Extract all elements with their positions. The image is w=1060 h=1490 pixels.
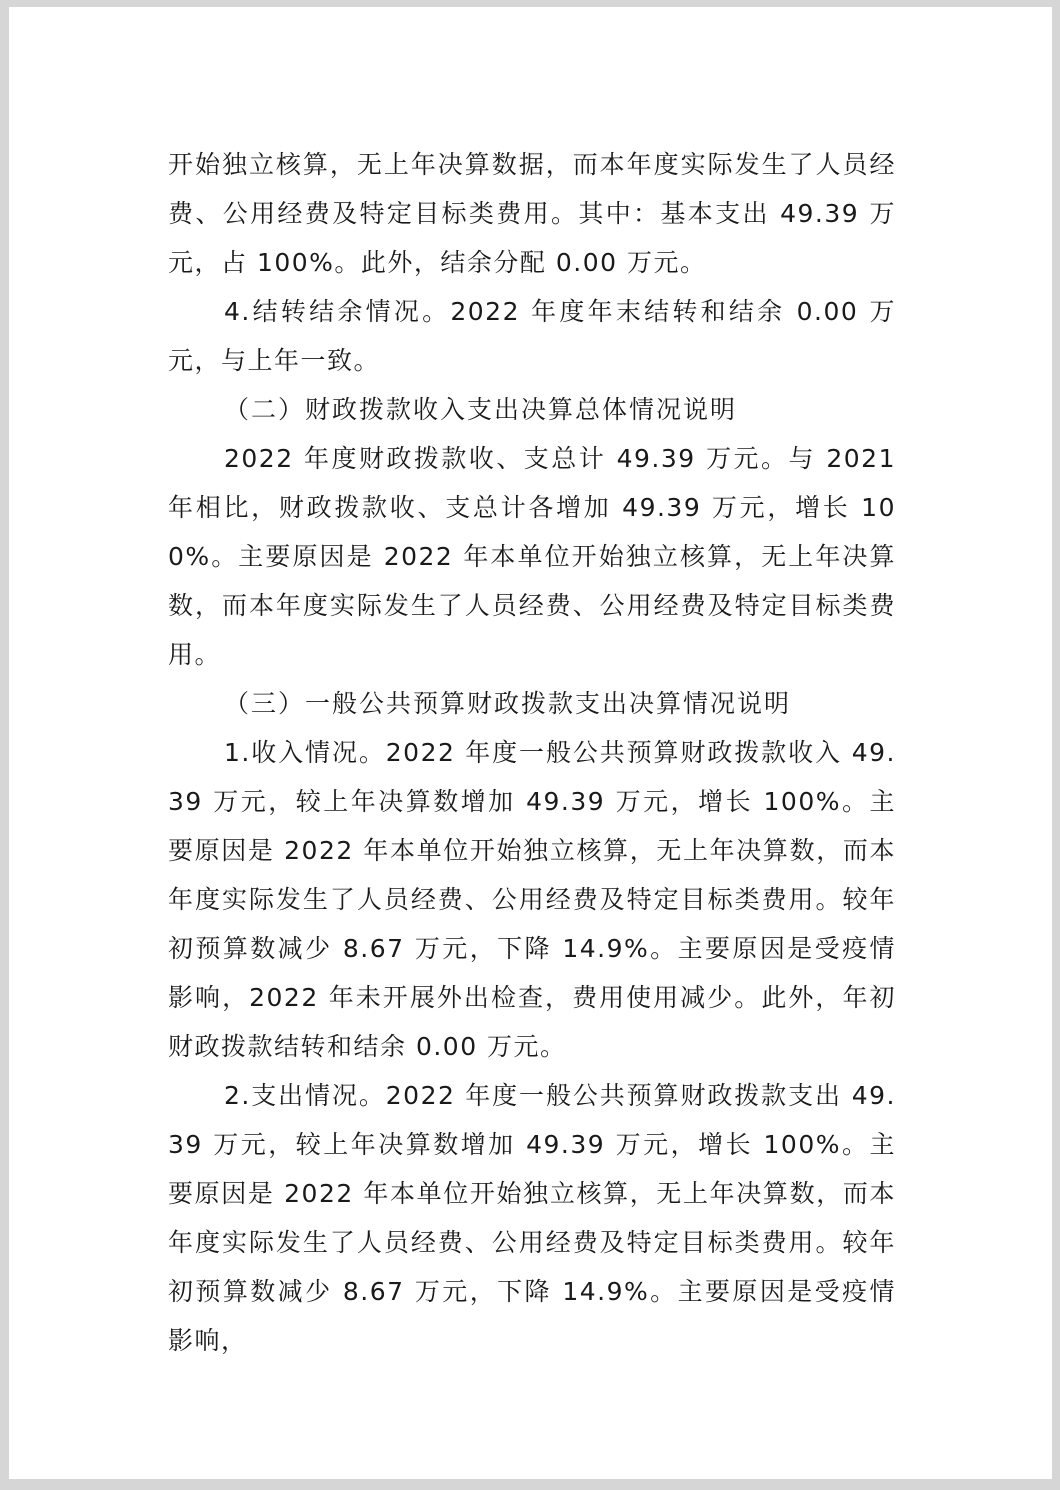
- section-heading-fiscal-overview: （二）财政拨款收入支出决算总体情况说明: [224, 395, 738, 424]
- paragraph-expenditure: 2.支出情况。2022 年度一般公共预算财政拨款支出 49.39 万元，较上年决算数增加 49.39 万元，增长 100%。主要原因是 2022 年本单位开始独立核算，无上年决算数，而本年度实际发生了人员经费、公用经费及特定目标类费用。较年初预算数减少 8.67 万元，下降 14.9%。主要原因是受疫情影响，: [168, 1081, 896, 1355]
- page-border-left: [0, 0, 9, 1490]
- page-border-top: [0, 0, 1060, 7]
- paragraph-income: 1.收入情况。2022 年度一般公共预算财政拨款收入 49.39 万元，较上年决算数增加 49.39 万元，增长 100%。主要原因是 2022 年本单位开始独立核算，无上年决算数，而本年度实际发生了人员经费、公用经费及特定目标类费用。较年初预算数减少 8.67 万元，下降 14.9%。主要原因是受疫情影响，2022 年未开展外出检查，费用使用减少。此外，年初财政拨款结转和结余 0.00 万元。: [168, 738, 896, 1061]
- paragraph-carryover-balance: 4.结转结余情况。2022 年度年末结转和结余 0.00 万元，与上年一致。: [168, 297, 896, 375]
- document-page: [168, 140, 896, 1365]
- section-heading-general-budget: （三）一般公共预算财政拨款支出决算情况说明: [224, 689, 792, 718]
- page-border-bottom: [0, 1479, 1060, 1490]
- paragraph-continuation: 开始独立核算，无上年决算数据，而本年度实际发生了人员经费、公用经费及特定目标类费用。其中：基本支出 49.39 万元，占 100%。此外，结余分配 0.00 万元。: [168, 150, 896, 277]
- paragraph-fiscal-overview: 2022 年度财政拨款收、支总计 49.39 万元。与 2021 年相比，财政拨款收、支总计各增加 49.39 万元，增长 100%。主要原因是 2022 年本单位开始独立核算，无上年决算数，而本年度实际发生了人员经费、公用经费及特定目标类费用。: [168, 444, 896, 669]
- page-border-right: [1052, 0, 1060, 1490]
